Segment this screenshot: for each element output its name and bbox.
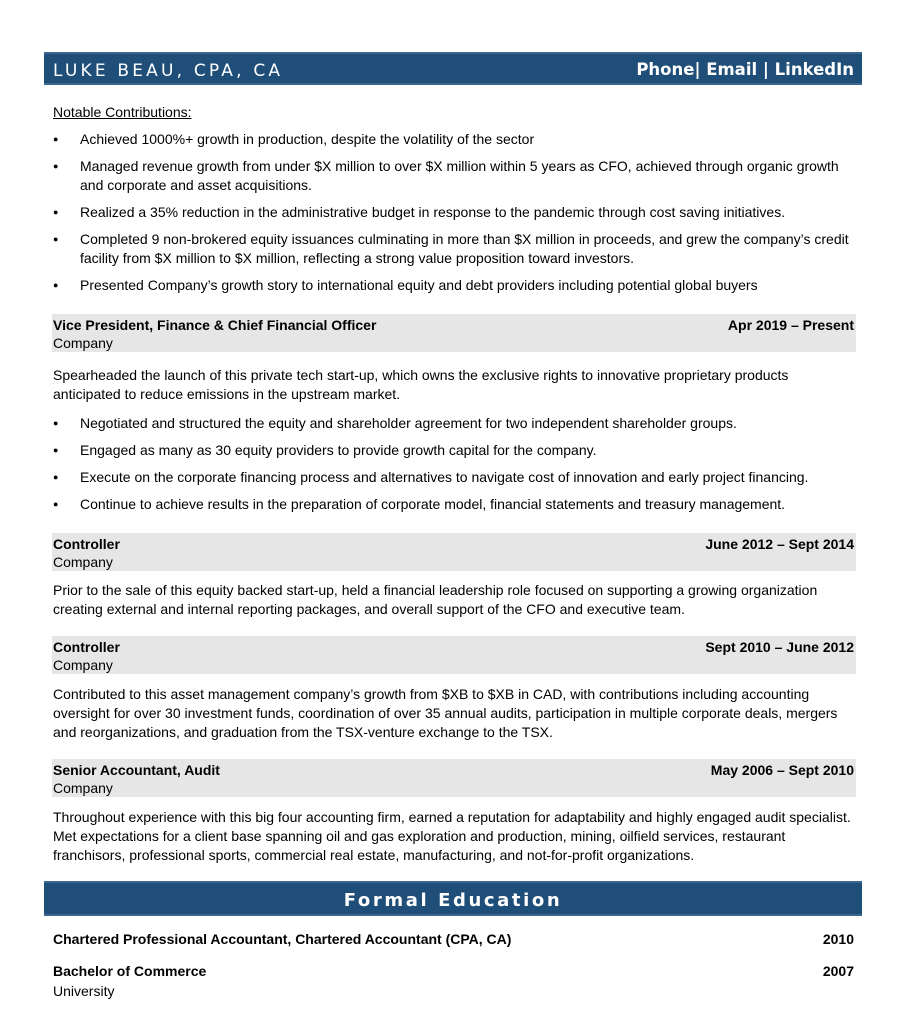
education-year: 2010 <box>822 931 854 947</box>
job-title: Senior Accountant, Audit <box>53 762 220 778</box>
degree: Chartered Professional Accountant, Chartered Accountant (CPA, CA) <box>53 931 512 947</box>
job-summary: Spearheaded the launch of this private tech start-up, which owns the exclusive rights to innovative proprietary products anticipated to reduce emissions in the upstream market. <box>53 367 789 402</box>
list-item: ● Continue to achieve results in the preparation of corporate model, financial statements and treasury management. <box>53 495 853 514</box>
job-summary: Prior to the sale of this equity backed start-up, held a financial leadership role focused on supporting a growing organization creating external and internal reporting packages, and overall support of the CFO and executive team. <box>53 582 818 617</box>
list-item: ● Engaged as many as 30 equity providers to provide growth capital for the company. <box>53 441 853 460</box>
list-item: ● Realized a 35% reduction in the administrative budget in response to the pandemic through cost saving initiatives. <box>53 203 853 222</box>
linkedin-link[interactable]: LinkedIn <box>774 60 854 79</box>
candidate-name: LUKE BEAU, CPA, CA <box>53 61 284 81</box>
list-item: ● Completed 9 non-brokered equity issuances culminating in more than $X million in proceeds, and grew the company’s credit facility from $X million to $X million, reflecting a strong value proposition toward investors. <box>53 230 853 268</box>
job-bullets <box>53 414 853 522</box>
job-dates: Apr 2019 – Present <box>727 317 854 333</box>
notable-contributions-heading: Notable Contributions: <box>53 104 192 120</box>
job-company: Company <box>53 554 113 570</box>
education-entry <box>53 963 854 1003</box>
phone-link[interactable]: Phone <box>636 60 695 79</box>
education-bar <box>44 881 862 916</box>
list-item: ● Presented Company’s growth story to international equity and debt providers including potential global buyers <box>53 276 853 295</box>
list-item: ● Execute on the corporate financing process and alternatives to navigate cost of innovation and early project financing. <box>53 468 853 487</box>
list-item: ● Achieved 1000%+ growth in production, despite the volatility of the sector <box>53 130 853 149</box>
job-summary: Contributed to this asset management company’s growth from $XB to $XB in CAD, with contributions including accounting oversight for over 30 investment funds, coordination of over 35 annual audits, participation in multiple corporate deals, mergers and reorganizations, and graduation from the TSX-venture exchange to the TSX. <box>53 686 838 740</box>
notable-contributions-list <box>53 130 853 303</box>
job-dates: June 2012 – Sept 2014 <box>705 536 854 552</box>
header-bar <box>44 52 862 85</box>
school: University <box>53 983 115 999</box>
list-item: ● Negotiated and structured the equity and shareholder agreement for two independent shareholder groups. <box>53 414 853 433</box>
job-title: Controller <box>53 536 120 552</box>
section-title: Formal Education <box>343 890 563 911</box>
job-title: Vice President, Finance & Chief Financial Officer <box>53 317 377 333</box>
job-dates: May 2006 – Sept 2010 <box>710 762 854 778</box>
job-summary: Throughout experience with this big four accounting firm, earned a reputation for adaptability and highly engaged audit specialist. Met expectations for a client base spanning oil and gas exploration and production, mining, oilfield services, restaurant franchisors, professional sports, commercial real estate, manufacturing, and not-for-profit organizations. <box>53 809 851 863</box>
education-year: 2007 <box>822 963 854 979</box>
job-title: Controller <box>53 639 120 655</box>
job-header <box>52 533 856 571</box>
email-link[interactable]: Email <box>706 60 758 79</box>
contact-separator: | <box>757 60 775 79</box>
education-entry <box>53 931 854 951</box>
job-company: Company <box>53 335 113 351</box>
job-company: Company <box>53 780 113 796</box>
job-header <box>52 314 856 352</box>
job-header <box>52 636 856 674</box>
contact-links <box>636 60 854 79</box>
job-dates: Sept 2010 – June 2012 <box>705 639 854 655</box>
degree: Bachelor of Commerce <box>53 963 207 979</box>
job-company: Company <box>53 657 113 673</box>
job-header <box>52 759 856 797</box>
contact-separator: | <box>694 60 707 79</box>
list-item: ● Managed revenue growth from under $X million to over $X million within 5 years as CFO, achieved through organic growth and corporate and asset acquisitions. <box>53 157 853 195</box>
